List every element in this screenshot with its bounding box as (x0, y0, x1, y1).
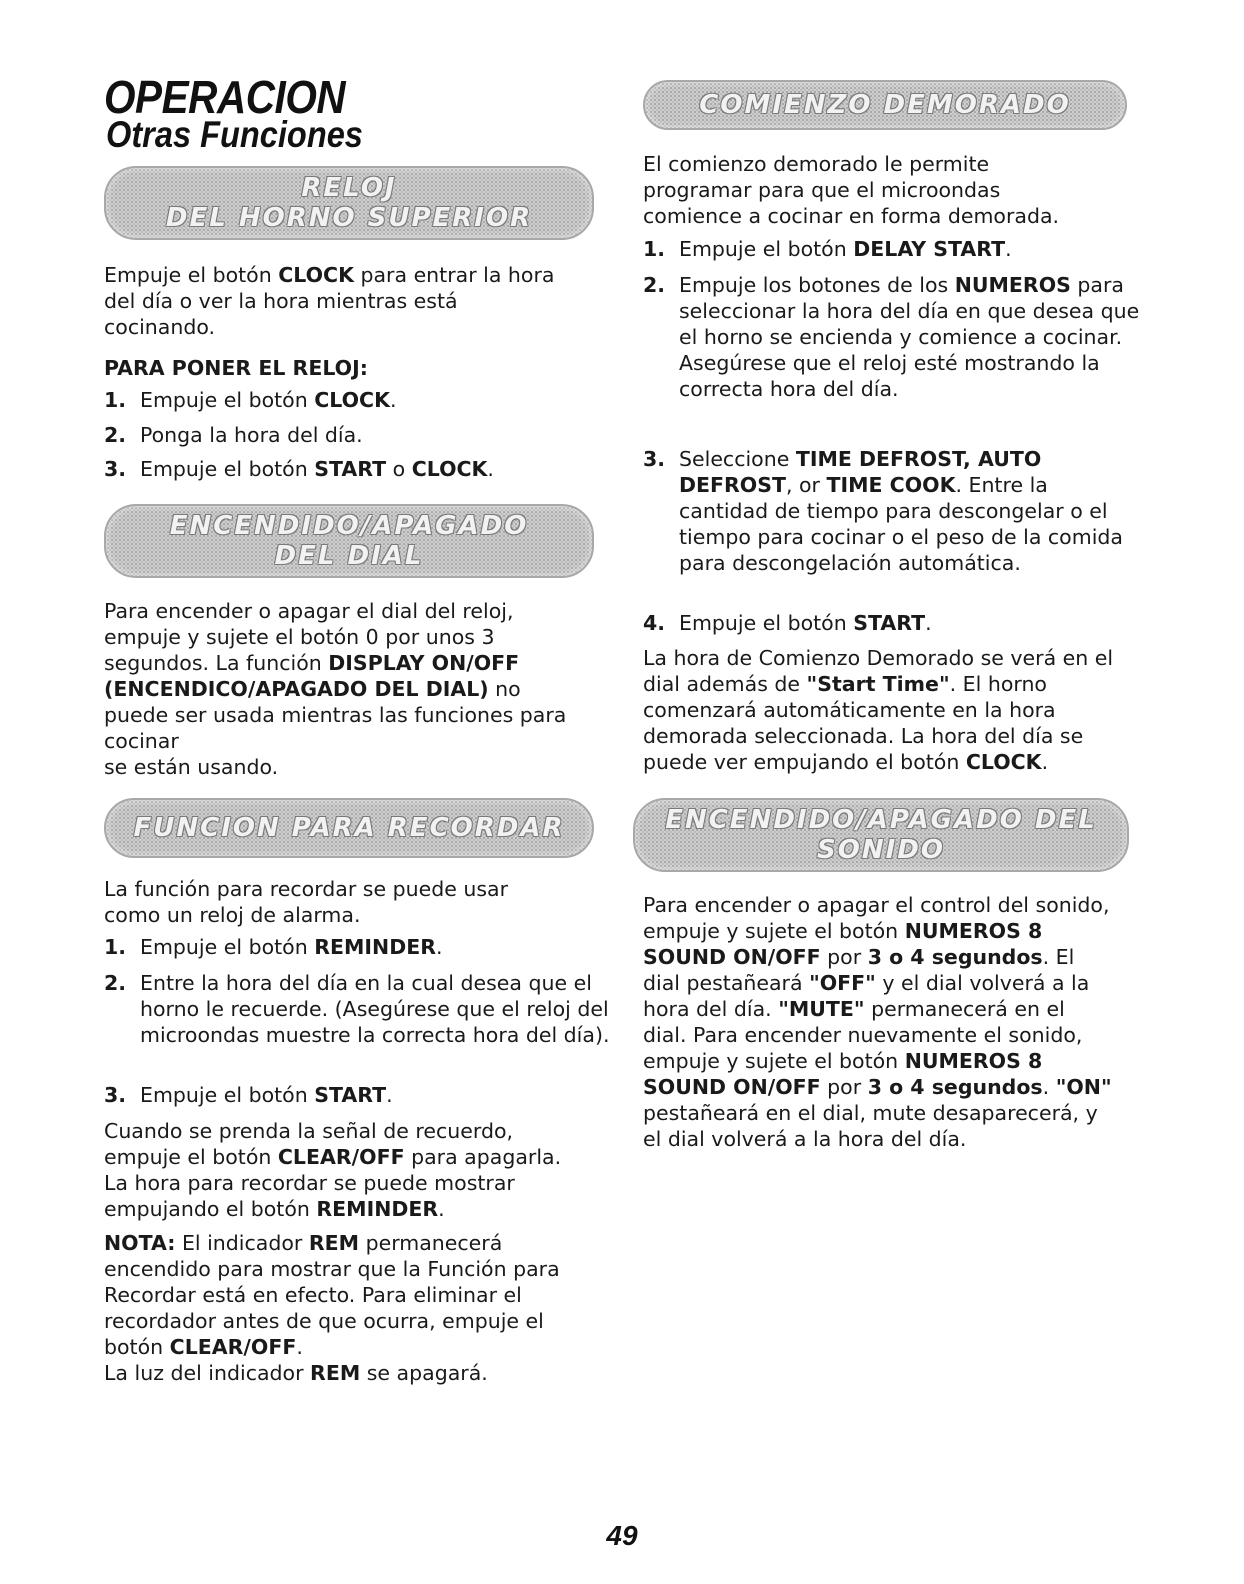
delay-step-3: 3. Seleccione TIME DEFROST, AUTO DEFROST, or TIME COOK. Entre la cantidad de tiempo para descongelar o el tiempo para cocinar o el peso de la comida para descongelación automática. (643, 447, 1123, 575)
delay-step-2: 2. Empuje los botones de los NUMEROS para seleccionar la hora del día en que desea que el horno se encienda y comience a cocinar. Asegúrese que el reloj esté mostrando la correcta hora del día. (643, 273, 1140, 401)
reminder-step-3: 3. Empuje el botón START. (104, 1083, 393, 1107)
delay-section-banner (643, 80, 1127, 130)
clock-step-2: 2. Ponga la hora del día. (104, 423, 363, 447)
reminder-intro: La función para recordar se puede usar como un reloj de alarma. (104, 877, 509, 927)
display-paragraph: Para encender o apagar el dial del reloj, empuje y sujete el botón 0 por unos 3 segundos. La función DISPLAY ON/OFF (ENCENDICO/APAGADO DEL DIAL) no puede ser usada mientras las funciones para cocinar se están usando. (104, 599, 567, 779)
delay-intro: El comienzo demorado le permite programar para que el microondas comience a cocinar en forma demorada. (643, 152, 1060, 228)
display-banner-line1: ENCENDIDO/APAGADO (169, 511, 529, 541)
sound-banner-line1: ENCENDIDO/APAGADO DEL (665, 805, 1097, 835)
reminder-step-1: 1. Empuje el botón REMINDER. (104, 935, 443, 959)
reminder-after: Cuando se prenda la señal de recuerdo, empuje el botón CLEAR/OFF para apagarla. La hora para recordar se puede mostrar empujando el botón REMINDER. (104, 1119, 562, 1221)
clock-banner-line1: RELOJ (301, 173, 397, 203)
clock-step-3: 3. Empuje el botón START o CLOCK. (104, 457, 494, 481)
delay-step-1: 1. Empuje el botón DELAY START. (643, 237, 1012, 261)
delay-step-4: 4. Empuje el botón START. (643, 611, 932, 635)
reminder-note: NOTA: El indicador REM permanecerá encendido para mostrar que la Función para Recordar está en efecto. Para eliminar el recordador antes de que ocurra, empuje el botón CLEAR/OFF. La luz del indicador REM se apagará. (104, 1231, 560, 1385)
clock-section-banner (104, 166, 594, 240)
clock-intro: Empuje el botón CLOCK para entrar la hora del día o ver la hora mientras está cocinando. (104, 263, 555, 339)
page-subtitle: Otras Funciones (106, 114, 363, 155)
reminder-step-2: 2. Entre la hora del día en la cual desea que el horno le recuerde. (Asegúrese que el reloj del microondas muestre la correcta hora del día). (104, 971, 610, 1047)
clock-step-1: 1. Empuje el botón CLOCK. (104, 388, 397, 412)
delay-after: La hora de Comienzo Demorado se verá en el dial además de "Start Time". El horno comenzará automáticamente en la hora demorada seleccionada. La hora del día se puede ver empujando el botón CLOCK. (643, 646, 1114, 774)
sound-paragraph: Para encender o apagar el control del sonido, empuje y sujete el botón NUMEROS 8 SOUND ON/OFF por 3 o 4 segundos. El dial pestañeará "OFF" y el dial volverá a la hora del día. "MUTE" permanecerá en el dial. Para encender nuevamente el sonido, empuje y sujete el botón NUMEROS 8 SOUND ON/OFF por 3 o 4 segundos. "ON" pestañeará en el dial, mute desaparecerá, y el dial volverá a la hora del día. (643, 893, 1112, 1151)
page-number: 49 (606, 1520, 638, 1551)
display-section-banner (104, 504, 594, 578)
page-title: OPERACION (104, 71, 346, 123)
sound-banner-line2: SONIDO (817, 835, 945, 865)
display-banner-line2: DEL DIAL (274, 541, 424, 571)
delay-banner-line1: COMIENZO DEMORADO (699, 90, 1071, 120)
reminder-banner-line1: FUNCION PARA RECORDAR (133, 813, 565, 843)
sound-section-banner (633, 798, 1129, 872)
clock-banner-line2: DEL HORNO SUPERIOR (165, 203, 533, 233)
clock-subhead: PARA PONER EL RELOJ: (104, 356, 368, 380)
reminder-section-banner (104, 798, 594, 858)
